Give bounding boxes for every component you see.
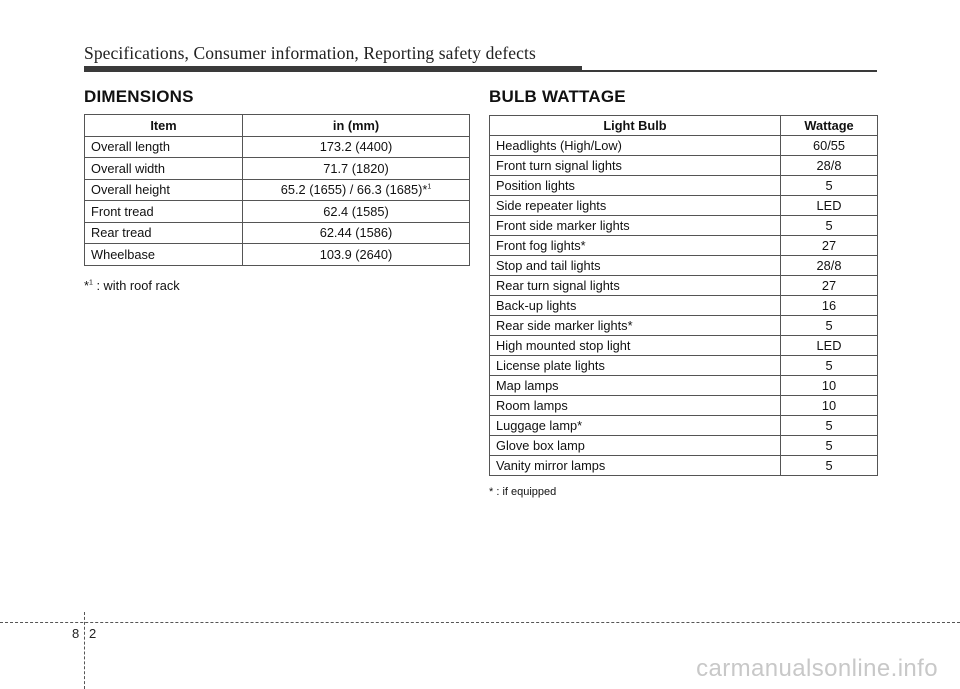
table-header-row: [490, 116, 878, 136]
row-label: Rear tread: [85, 222, 243, 244]
row-value: [781, 256, 878, 276]
row-value: [781, 176, 878, 196]
row-value: [781, 296, 878, 316]
row-value-text: 10: [821, 398, 837, 413]
row-value-text: 5: [825, 458, 833, 473]
row-value: [781, 316, 878, 336]
table-row: [85, 179, 470, 201]
row-value-text: 10: [821, 378, 837, 393]
dimensions-table: [84, 114, 470, 266]
row-value-text: 5: [825, 418, 833, 433]
table-row: [85, 136, 470, 158]
row-value: [781, 456, 878, 476]
bulb-wattage-table: [489, 115, 878, 476]
table-row: [490, 156, 878, 176]
row-value-text: 5: [825, 318, 833, 333]
row-value-text: LED: [816, 198, 842, 213]
row-value: [781, 376, 878, 396]
row-label: Front turn signal lights: [490, 156, 781, 176]
row-value-text: 5: [825, 178, 833, 193]
row-value: [781, 136, 878, 156]
row-value: [781, 236, 878, 256]
page-footer-rule: [0, 622, 960, 623]
table-row: [490, 336, 878, 356]
row-value: [781, 336, 878, 356]
row-label: License plate lights: [490, 356, 781, 376]
row-value: [243, 244, 470, 266]
page-sub-number: 2: [89, 626, 97, 641]
footnote-asterisk: *: [84, 278, 89, 293]
page-header-title: Specifications, Consumer information, Reporting safety defects: [84, 43, 536, 63]
row-value-text: 62.4 (1585): [323, 203, 389, 219]
table-row: [490, 376, 878, 396]
row-value: [781, 196, 878, 216]
row-value-text: 71.7 (1820): [323, 160, 389, 176]
table-row: [490, 456, 878, 476]
watermark-text: carmanualsonline.info: [696, 655, 938, 682]
table-row: [490, 416, 878, 436]
row-label: Overall length: [85, 136, 243, 158]
row-value-text: 103.9 (2640): [319, 246, 393, 262]
table-row: [490, 256, 878, 276]
row-label: Headlights (High/Low): [490, 136, 781, 156]
row-value-superscript: 1: [427, 183, 432, 191]
row-label: Vanity mirror lamps: [490, 456, 781, 476]
table-row: [85, 222, 470, 244]
header-thick-rule: [84, 66, 582, 72]
row-value: [243, 158, 470, 180]
table-row: [490, 296, 878, 316]
table-row: [490, 196, 878, 216]
row-value: [243, 201, 470, 223]
row-label: Position lights: [490, 176, 781, 196]
row-label: Wheelbase: [85, 244, 243, 266]
footnote-text: : with roof rack: [92, 278, 180, 293]
row-value: [781, 156, 878, 176]
row-value-text: 5: [825, 358, 833, 373]
row-value-text: LED: [816, 338, 842, 353]
table-row: [85, 158, 470, 180]
column-header-inches-mm: in (mm): [243, 115, 470, 137]
table-row: [490, 276, 878, 296]
row-value-text: 28/8: [816, 258, 842, 273]
row-value-text: 28/8: [816, 158, 842, 173]
table-row: [490, 216, 878, 236]
table-header-row: [85, 115, 470, 137]
row-value: [243, 136, 470, 158]
row-value: [243, 222, 470, 244]
row-value-text: 5: [825, 218, 833, 233]
row-value-text: 62.44 (1586): [319, 225, 393, 241]
page-chapter-number: 8: [72, 626, 80, 641]
row-value-text: 65.2 (1655) / 66.3 (1685)*: [280, 182, 428, 198]
table-row: [490, 436, 878, 456]
bulb-wattage-heading: BULB WATTAGE: [489, 87, 626, 106]
column-header-wattage: Wattage: [781, 116, 878, 136]
row-label: High mounted stop light: [490, 336, 781, 356]
bulb-footnote: * : if equipped: [489, 486, 557, 498]
column-header-item: Item: [85, 115, 243, 137]
row-value: [781, 356, 878, 376]
row-label: Rear side marker lights*: [490, 316, 781, 336]
row-value: [781, 216, 878, 236]
row-label: Overall height: [85, 179, 243, 201]
row-label: Stop and tail lights: [490, 256, 781, 276]
table-row: [490, 236, 878, 256]
table-row: [490, 356, 878, 376]
row-value: [781, 416, 878, 436]
dimensions-footnote: [84, 278, 180, 293]
row-label: Front fog lights*: [490, 236, 781, 256]
column-header-light-bulb: Light Bulb: [490, 116, 781, 136]
table-row: [490, 316, 878, 336]
row-value: [781, 276, 878, 296]
row-label: Back-up lights: [490, 296, 781, 316]
row-label: Front tread: [85, 201, 243, 223]
row-label: Overall width: [85, 158, 243, 180]
row-value-text: 27: [821, 278, 837, 293]
row-value-text: 173.2 (4400): [319, 139, 393, 155]
table-row: [490, 396, 878, 416]
row-label: Luggage lamp*: [490, 416, 781, 436]
table-row: [490, 136, 878, 156]
row-value-text: 5: [825, 438, 833, 453]
table-row: [85, 201, 470, 223]
row-label: Side repeater lights: [490, 196, 781, 216]
row-value: [781, 436, 878, 456]
dimensions-heading: DIMENSIONS: [84, 87, 194, 106]
row-label: Rear turn signal lights: [490, 276, 781, 296]
header-thin-rule: [582, 70, 877, 72]
row-label: Glove box lamp: [490, 436, 781, 456]
footnote-superscript: 1: [88, 279, 93, 287]
table-row: [85, 244, 470, 266]
row-value-text: 27: [821, 238, 837, 253]
row-value-text: 16: [821, 298, 837, 313]
page-margin-rule: [84, 612, 85, 689]
row-value: [781, 396, 878, 416]
row-label: Map lamps: [490, 376, 781, 396]
row-label: Front side marker lights: [490, 216, 781, 236]
row-value-text: 60/55: [812, 138, 846, 153]
row-value: [243, 179, 470, 201]
table-row: [490, 176, 878, 196]
row-label: Room lamps: [490, 396, 781, 416]
